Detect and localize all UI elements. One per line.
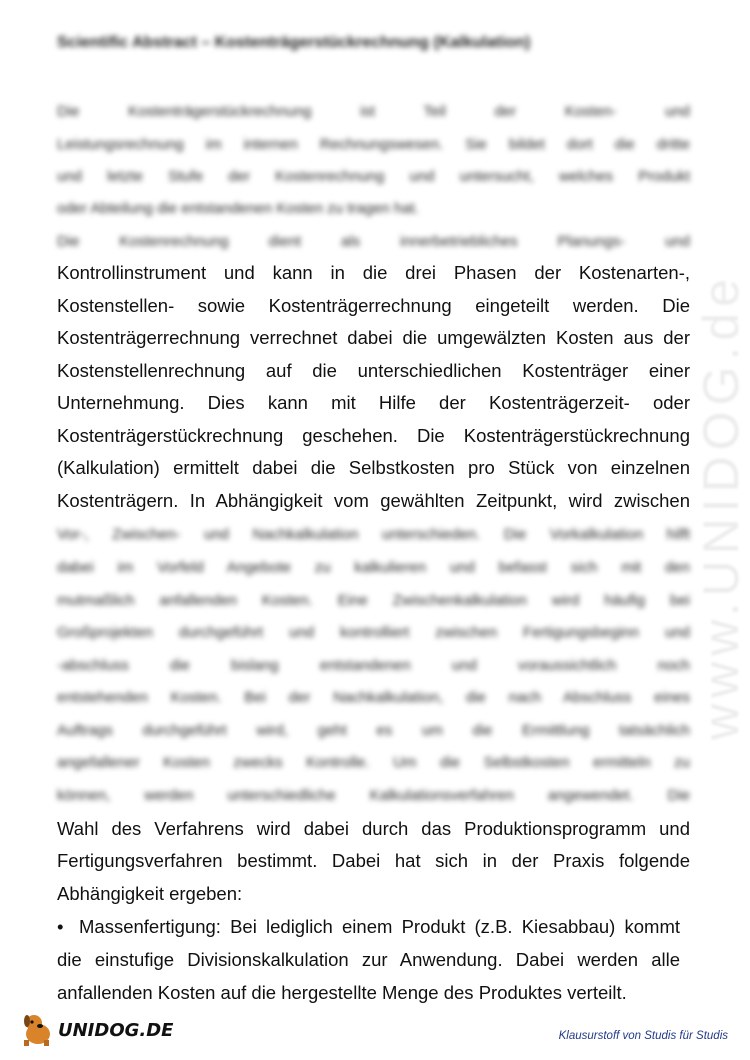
- blurred-text-line: Vor-, Zwischen- und Nachkalkulation unterschieden. Die Vorkalkulation hilft: [57, 526, 690, 543]
- text-line: Wahl des Verfahrens wird dabei durch das Produktionsprogramm und: [57, 818, 690, 839]
- bullet-item: [57, 910, 680, 943]
- blurred-text-line: Leistungsrechnung im internen Rechnungswesen. Sie bildet dort die dritte: [57, 136, 690, 153]
- text-line: Kontrollinstrument und kann in die drei Phasen der Kostenarten-,: [57, 262, 690, 283]
- blurred-text-line: entstehenden Kosten. Bei der Nachkalkulation, die nach Abschluss eines: [57, 689, 690, 706]
- blurred-text-line: dabei im Vorfeld Angebote zu kalkulieren und befasst sich mit den: [57, 559, 690, 576]
- blurred-text-line: Die Kostenträgerstückrechnung ist Teil der Kosten- und: [57, 103, 690, 120]
- footer-tagline: Klausurstoff von Studis für Studis: [558, 1030, 728, 1042]
- text-line: Kostenstellenrechnung auf die unterschiedlichen Kostenträger einer: [57, 360, 690, 381]
- bullet-text-line: die einstufige Divisionskalkulation zur Anwendung. Dabei werden alle: [57, 949, 680, 970]
- blurred-text-line: Großprojekten durchgeführt und kontrolliert zwischen Fertigungsbeginn und: [57, 624, 690, 641]
- blurred-text-line: mutmaßlich anfallenden Kosten. Eine Zwischenkalkulation wird häufig bei: [57, 592, 690, 609]
- blurred-text-line: und letzte Stufe der Kostenrechnung und untersucht, welches Produkt: [57, 168, 690, 185]
- document-title: Scientific Abstract – Kostenträgerstückrechnung (Kalkulation): [57, 34, 531, 51]
- watermark-text: www.UNIDOG.de: [693, 273, 749, 740]
- blurred-text-line: angefallener Kosten zwecks Kontrolle. Um die Selbstkosten ermitteln zu: [57, 754, 690, 771]
- unidog-logo: [18, 1010, 174, 1050]
- blurred-text-line: -abschluss die bislang entstandenen und voraussichtlich noch: [57, 657, 690, 674]
- dog-mascot-icon: [18, 1010, 58, 1048]
- blurred-text-line: Auftrags durchgeführt wird, geht es um die Ermittlung tatsächlich: [57, 722, 690, 739]
- watermark: [672, 270, 749, 750]
- logo-text: UNIDOG.DE: [58, 1020, 174, 1041]
- text-line: Unternehmung. Dies kann mit Hilfe der Kostenträgerzeit- oder: [57, 392, 690, 413]
- blurred-text-line: Die Kostenrechnung dient als innerbetriebliches Planungs- und: [57, 233, 690, 250]
- blurred-text-line: können, werden unterschiedliche Kalkulationsverfahren angewendet. Die: [57, 787, 690, 804]
- text-line: Kostenträgerstückrechnung geschehen. Die Kostenträgerstückrechnung: [57, 425, 690, 446]
- bullet-text-line: Massenfertigung: Bei lediglich einem Produkt (z.B. Kiesabbau) kommt: [79, 916, 680, 937]
- bullet-marker: •: [57, 916, 64, 937]
- text-line: (Kalkulation) ermittelt dabei die Selbstkosten pro Stück von einzelnen: [57, 457, 690, 478]
- text-line: Abhängigkeit ergeben:: [57, 883, 243, 904]
- bullet-text-line: anfallenden Kosten auf die hergestellte Menge des Produktes verteilt.: [57, 982, 627, 1003]
- text-line: Kostenträgerrechnung verrechnet dabei die umgewälzten Kosten aus der: [57, 327, 690, 348]
- text-line: Kostenträgern. In Abhängigkeit vom gewählten Zeitpunkt, wird zwischen: [57, 490, 690, 511]
- blurred-text-line: oder Abteilung die entstandenen Kosten zu tragen hat.: [57, 200, 419, 217]
- text-line: Kostenstellen- sowie Kostenträgerrechnung eingeteilt werden. Die: [57, 295, 690, 316]
- text-line: Fertigungsverfahren bestimmt. Dabei hat sich in der Praxis folgende: [57, 850, 690, 871]
